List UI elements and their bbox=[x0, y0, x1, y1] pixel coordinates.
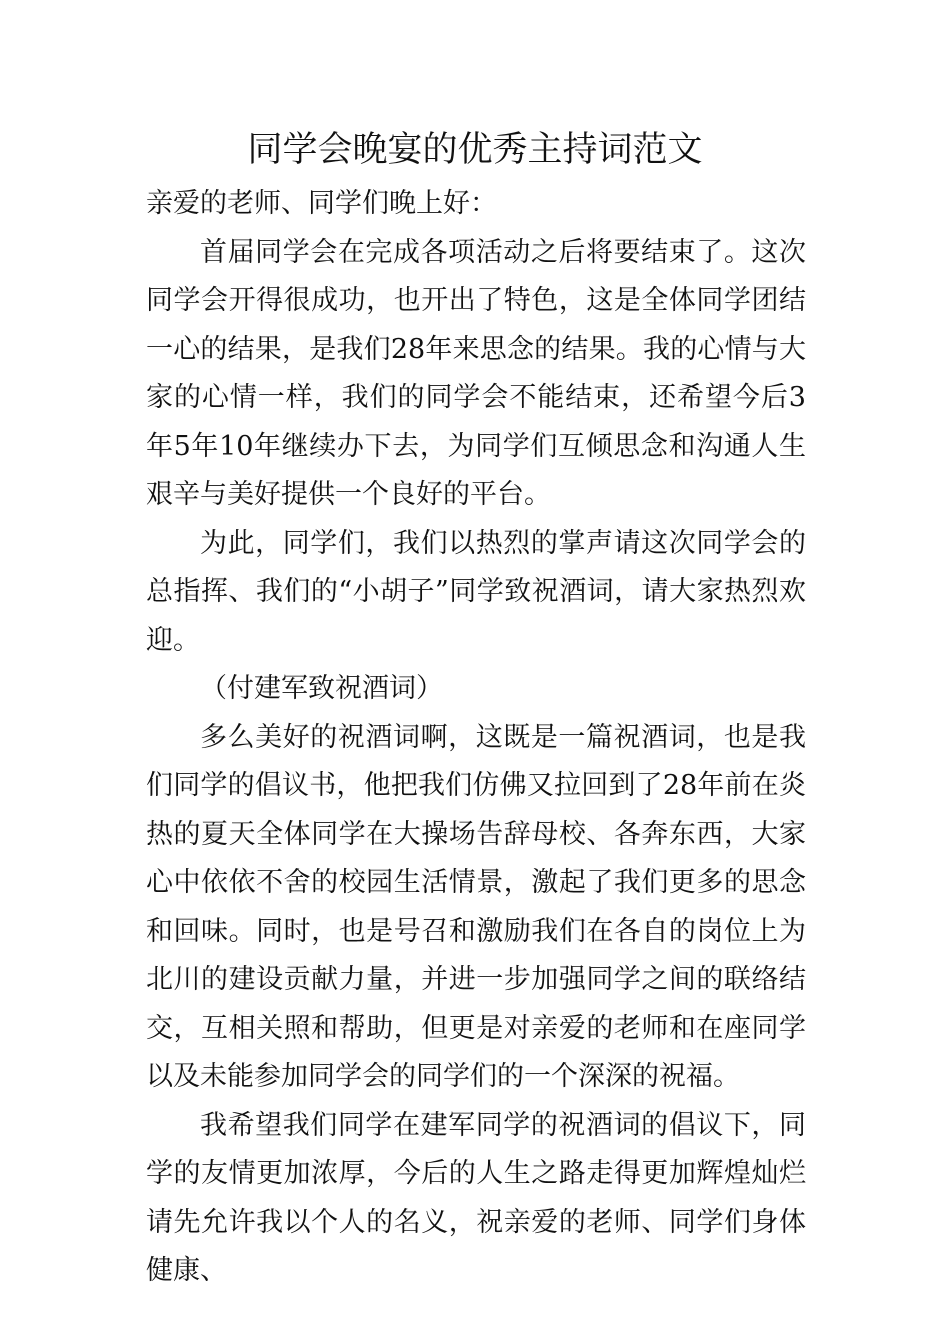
document-title: 同学会晚宴的优秀主持词范文 bbox=[247, 130, 703, 170]
document-body bbox=[146, 180, 806, 1296]
paragraph-closing-remarks: 首届同学会在完成各项活动之后将要结束了。这次同学会开得很成功，也开出了特色，这是全体同学团结一心的结果，是我们28年来思念的结果。我的心情与大家的心情一样，我们的同学会不能结束，还希望今后3年5年10年继续办下去，为同学们互倾思念和沟通人生艰辛与美好提供一个良好的平台。 bbox=[146, 236, 806, 510]
greeting-line: 亲爱的老师、同学们晚上好： bbox=[146, 188, 497, 219]
paragraph-invite-toast: 为此，同学们，我们以热烈的掌声请这次同学会的总指挥、我们的“小胡子”同学致祝酒词，请大家热烈欢迎。 bbox=[146, 527, 806, 656]
paragraph-wishes: 我希望我们同学在建军同学的祝酒词的倡议下，同学的友情更加浓厚，今后的人生之路走得更加辉煌灿烂请先允许我以个人的名义，祝亲爱的老师、同学们身体健康、 bbox=[146, 1109, 806, 1286]
paragraph-toast-reflection: 多么美好的祝酒词啊，这既是一篇祝酒词，也是我们同学的倡议书，他把我们仿佛又拉回到了28年前在炎热的夏天全体同学在大操场告辞母校、各奔东西，大家心中依依不舍的校园生活情景，激起了我们更多的思念和回味。同时，也是号召和激励我们在各自的岗位上为北川的建设贡献力量，并进一步加强同学之间的联络结交，互相关照和帮助，但更是对亲爱的老师和在座同学以及未能参加同学会的同学们的一个深深的祝福。 bbox=[146, 721, 806, 1092]
paragraph-stage-note: （付建军致祝酒词） bbox=[200, 673, 443, 704]
